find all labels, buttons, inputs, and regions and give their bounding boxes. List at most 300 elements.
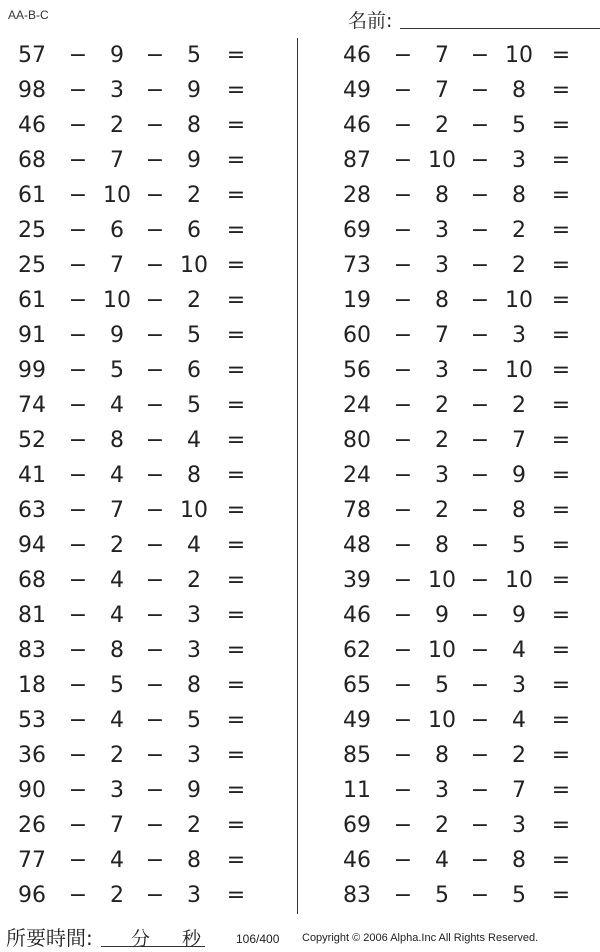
minuend: 48 bbox=[343, 533, 371, 558]
minuend: 49 bbox=[343, 78, 371, 103]
problem-row bbox=[343, 773, 600, 808]
problem-row bbox=[343, 703, 600, 738]
subtrahend-2: 9 bbox=[187, 778, 201, 803]
problem-row bbox=[18, 633, 278, 668]
seconds-label: 秒 bbox=[182, 928, 202, 950]
subtrahend-1: 2 bbox=[110, 883, 124, 908]
minus-sign: − bbox=[68, 533, 88, 558]
subtrahend-1: 2 bbox=[435, 428, 449, 453]
equals-sign: = bbox=[551, 148, 571, 173]
equals-sign: = bbox=[226, 253, 246, 278]
minuend: 61 bbox=[18, 183, 46, 208]
minus-sign: − bbox=[68, 218, 88, 243]
equals-sign: = bbox=[551, 358, 571, 383]
problem-row bbox=[18, 808, 278, 843]
problem-row bbox=[18, 73, 278, 108]
subtrahend-2: 8 bbox=[512, 183, 526, 208]
minus-sign: − bbox=[393, 358, 413, 383]
minus-sign: − bbox=[68, 498, 88, 523]
subtrahend-2: 2 bbox=[512, 218, 526, 243]
minus-sign: − bbox=[68, 323, 88, 348]
minus-sign: − bbox=[68, 883, 88, 908]
subtrahend-2: 5 bbox=[512, 113, 526, 138]
subtrahend-2: 10 bbox=[505, 288, 533, 313]
subtrahend-1: 4 bbox=[110, 393, 124, 418]
subtrahend-1: 8 bbox=[435, 183, 449, 208]
minus-sign: − bbox=[470, 358, 490, 383]
subtrahend-1: 2 bbox=[435, 498, 449, 523]
subtrahend-2: 5 bbox=[512, 533, 526, 558]
minus-sign: − bbox=[145, 673, 165, 698]
minus-sign: − bbox=[68, 743, 88, 768]
problem-row bbox=[18, 178, 278, 213]
subtrahend-1: 7 bbox=[110, 253, 124, 278]
minuend: 46 bbox=[343, 113, 371, 138]
minus-sign: − bbox=[68, 603, 88, 628]
subtrahend-2: 7 bbox=[512, 778, 526, 803]
minuend: 94 bbox=[18, 533, 46, 558]
minus-sign: − bbox=[470, 43, 490, 68]
minus-sign: − bbox=[470, 113, 490, 138]
minus-sign: − bbox=[393, 113, 413, 138]
minuend: 52 bbox=[18, 428, 46, 453]
minus-sign: − bbox=[68, 113, 88, 138]
minuend: 68 bbox=[18, 568, 46, 593]
minus-sign: − bbox=[470, 883, 490, 908]
problem-row bbox=[343, 108, 600, 143]
equals-sign: = bbox=[551, 708, 571, 733]
minuend: 24 bbox=[343, 463, 371, 488]
minus-sign: − bbox=[470, 638, 490, 663]
equals-sign: = bbox=[551, 218, 571, 243]
minuend: 41 bbox=[18, 463, 46, 488]
subtrahend-1: 10 bbox=[103, 288, 131, 313]
subtrahend-2: 2 bbox=[512, 253, 526, 278]
subtrahend-1: 8 bbox=[110, 638, 124, 663]
minus-sign: − bbox=[393, 603, 413, 628]
problem-row bbox=[18, 283, 278, 318]
problem-row bbox=[18, 843, 278, 878]
equals-sign: = bbox=[226, 848, 246, 873]
minuend: 63 bbox=[18, 498, 46, 523]
minuend: 90 bbox=[18, 778, 46, 803]
subtrahend-2: 5 bbox=[187, 708, 201, 733]
minus-sign: − bbox=[393, 428, 413, 453]
subtrahend-2: 9 bbox=[187, 78, 201, 103]
copyright: Copyright © 2006 Alpha.Inc All Rights Reserved. bbox=[302, 932, 539, 944]
subtrahend-1: 7 bbox=[435, 78, 449, 103]
subtrahend-2: 3 bbox=[512, 673, 526, 698]
subtrahend-2: 3 bbox=[187, 743, 201, 768]
subtrahend-2: 7 bbox=[512, 428, 526, 453]
equals-sign: = bbox=[551, 253, 571, 278]
minus-sign: − bbox=[393, 708, 413, 733]
equals-sign: = bbox=[226, 813, 246, 838]
problem-row bbox=[18, 563, 278, 598]
equals-sign: = bbox=[551, 323, 571, 348]
equals-sign: = bbox=[226, 883, 246, 908]
equals-sign: = bbox=[226, 638, 246, 663]
minus-sign: − bbox=[470, 393, 490, 418]
problem-row bbox=[343, 143, 600, 178]
minus-sign: − bbox=[145, 43, 165, 68]
equals-sign: = bbox=[551, 288, 571, 313]
subtrahend-2: 2 bbox=[512, 743, 526, 768]
problem-row bbox=[18, 738, 278, 773]
equals-sign: = bbox=[551, 428, 571, 453]
subtrahend-2: 2 bbox=[187, 568, 201, 593]
minuend: 68 bbox=[18, 148, 46, 173]
subtrahend-1: 2 bbox=[110, 113, 124, 138]
minus-sign: − bbox=[393, 43, 413, 68]
worksheet-code: AA-B-C bbox=[8, 8, 49, 22]
equals-sign: = bbox=[551, 603, 571, 628]
time-required-label: 所要時間: bbox=[6, 926, 93, 950]
equals-sign: = bbox=[226, 533, 246, 558]
subtrahend-2: 8 bbox=[512, 848, 526, 873]
minus-sign: − bbox=[145, 78, 165, 103]
subtrahend-1: 7 bbox=[110, 498, 124, 523]
equals-sign: = bbox=[226, 673, 246, 698]
minus-sign: − bbox=[393, 498, 413, 523]
subtrahend-1: 8 bbox=[435, 288, 449, 313]
subtrahend-1: 2 bbox=[110, 743, 124, 768]
problem-row bbox=[18, 493, 278, 528]
minuend: 78 bbox=[343, 498, 371, 523]
subtrahend-1: 3 bbox=[435, 218, 449, 243]
minuend: 69 bbox=[343, 218, 371, 243]
subtrahend-1: 7 bbox=[110, 813, 124, 838]
minus-sign: − bbox=[470, 813, 490, 838]
subtrahend-2: 4 bbox=[187, 533, 201, 558]
minus-sign: − bbox=[393, 813, 413, 838]
equals-sign: = bbox=[551, 78, 571, 103]
subtrahend-2: 5 bbox=[187, 43, 201, 68]
minuend: 65 bbox=[343, 673, 371, 698]
minuend: 83 bbox=[343, 883, 371, 908]
minus-sign: − bbox=[145, 253, 165, 278]
subtrahend-1: 5 bbox=[435, 673, 449, 698]
subtrahend-2: 5 bbox=[187, 393, 201, 418]
minuend: 36 bbox=[18, 743, 46, 768]
problem-row bbox=[18, 773, 278, 808]
minus-sign: − bbox=[393, 323, 413, 348]
subtrahend-1: 3 bbox=[435, 778, 449, 803]
equals-sign: = bbox=[551, 568, 571, 593]
minuend: 28 bbox=[343, 183, 371, 208]
column-divider bbox=[297, 38, 298, 914]
subtrahend-1: 4 bbox=[110, 848, 124, 873]
minuend: 69 bbox=[343, 813, 371, 838]
equals-sign: = bbox=[551, 533, 571, 558]
equals-sign: = bbox=[551, 113, 571, 138]
minus-sign: − bbox=[145, 393, 165, 418]
minus-sign: − bbox=[68, 708, 88, 733]
subtrahend-1: 10 bbox=[428, 148, 456, 173]
problem-row bbox=[18, 528, 278, 563]
minuend: 74 bbox=[18, 393, 46, 418]
subtrahend-2: 2 bbox=[187, 288, 201, 313]
subtrahend-2: 3 bbox=[512, 813, 526, 838]
subtrahend-1: 4 bbox=[110, 603, 124, 628]
minuend: 83 bbox=[18, 638, 46, 663]
minus-sign: − bbox=[145, 358, 165, 383]
minus-sign: − bbox=[145, 463, 165, 488]
equals-sign: = bbox=[551, 463, 571, 488]
minuend: 62 bbox=[343, 638, 371, 663]
minus-sign: − bbox=[68, 638, 88, 663]
name-label: 名前: bbox=[348, 10, 393, 32]
minus-sign: − bbox=[68, 288, 88, 313]
minuend: 80 bbox=[343, 428, 371, 453]
subtrahend-2: 3 bbox=[187, 883, 201, 908]
minus-sign: − bbox=[68, 813, 88, 838]
subtrahend-1: 5 bbox=[110, 358, 124, 383]
minuend: 60 bbox=[343, 323, 371, 348]
minus-sign: − bbox=[68, 148, 88, 173]
equals-sign: = bbox=[226, 218, 246, 243]
equals-sign: = bbox=[226, 463, 246, 488]
equals-sign: = bbox=[226, 428, 246, 453]
minus-sign: − bbox=[145, 778, 165, 803]
minus-sign: − bbox=[145, 708, 165, 733]
subtrahend-1: 8 bbox=[435, 533, 449, 558]
problem-row bbox=[343, 213, 600, 248]
minus-sign: − bbox=[68, 43, 88, 68]
equals-sign: = bbox=[226, 148, 246, 173]
page-number: 106/400 bbox=[236, 932, 280, 946]
problem-row bbox=[343, 388, 600, 423]
equals-sign: = bbox=[551, 883, 571, 908]
subtrahend-2: 9 bbox=[512, 463, 526, 488]
subtrahend-2: 10 bbox=[505, 568, 533, 593]
minus-sign: − bbox=[470, 778, 490, 803]
minuend: 81 bbox=[18, 603, 46, 628]
subtrahend-1: 5 bbox=[435, 883, 449, 908]
minus-sign: − bbox=[145, 568, 165, 593]
problem-row bbox=[343, 493, 600, 528]
problem-row bbox=[343, 808, 600, 843]
problem-row bbox=[18, 703, 278, 738]
problem-row bbox=[18, 458, 278, 493]
problem-row bbox=[18, 353, 278, 388]
subtrahend-1: 9 bbox=[435, 603, 449, 628]
minus-sign: − bbox=[68, 568, 88, 593]
minus-sign: − bbox=[145, 498, 165, 523]
subtrahend-1: 2 bbox=[110, 533, 124, 558]
minus-sign: − bbox=[393, 638, 413, 663]
problem-row bbox=[18, 668, 278, 703]
minuend: 19 bbox=[343, 288, 371, 313]
subtrahend-2: 8 bbox=[187, 673, 201, 698]
minus-sign: − bbox=[470, 463, 490, 488]
minus-sign: − bbox=[145, 533, 165, 558]
subtrahend-1: 10 bbox=[428, 568, 456, 593]
minus-sign: − bbox=[68, 463, 88, 488]
equals-sign: = bbox=[226, 358, 246, 383]
minus-sign: − bbox=[393, 218, 413, 243]
problem-row bbox=[343, 73, 600, 108]
subtrahend-1: 2 bbox=[435, 393, 449, 418]
minus-sign: − bbox=[393, 183, 413, 208]
equals-sign: = bbox=[551, 743, 571, 768]
problem-row bbox=[18, 318, 278, 353]
subtrahend-1: 4 bbox=[110, 568, 124, 593]
subtrahend-1: 7 bbox=[435, 323, 449, 348]
problem-row bbox=[18, 213, 278, 248]
minus-sign: − bbox=[393, 78, 413, 103]
minus-sign: − bbox=[470, 253, 490, 278]
problem-row bbox=[343, 423, 600, 458]
equals-sign: = bbox=[551, 848, 571, 873]
minus-sign: − bbox=[470, 323, 490, 348]
minuend: 18 bbox=[18, 673, 46, 698]
minus-sign: − bbox=[470, 148, 490, 173]
subtrahend-1: 7 bbox=[435, 43, 449, 68]
equals-sign: = bbox=[226, 743, 246, 768]
equals-sign: = bbox=[226, 498, 246, 523]
subtrahend-2: 4 bbox=[512, 638, 526, 663]
minus-sign: − bbox=[68, 78, 88, 103]
minus-sign: − bbox=[470, 78, 490, 103]
minus-sign: − bbox=[393, 533, 413, 558]
equals-sign: = bbox=[551, 498, 571, 523]
minuend: 85 bbox=[343, 743, 371, 768]
equals-sign: = bbox=[226, 393, 246, 418]
minus-sign: − bbox=[145, 883, 165, 908]
problem-row bbox=[343, 178, 600, 213]
minuend: 56 bbox=[343, 358, 371, 383]
subtrahend-1: 4 bbox=[110, 708, 124, 733]
minus-sign: − bbox=[145, 288, 165, 313]
name-underline bbox=[400, 28, 600, 29]
minus-sign: − bbox=[68, 253, 88, 278]
subtrahend-1: 10 bbox=[103, 183, 131, 208]
problem-row bbox=[18, 108, 278, 143]
minuend: 46 bbox=[18, 113, 46, 138]
equals-sign: = bbox=[551, 673, 571, 698]
subtrahend-2: 8 bbox=[187, 463, 201, 488]
minus-sign: − bbox=[393, 148, 413, 173]
minus-sign: − bbox=[470, 568, 490, 593]
minus-sign: − bbox=[145, 813, 165, 838]
subtrahend-1: 3 bbox=[435, 463, 449, 488]
minuend: 39 bbox=[343, 568, 371, 593]
subtrahend-1: 4 bbox=[110, 463, 124, 488]
problem-row bbox=[343, 598, 600, 633]
subtrahend-1: 8 bbox=[110, 428, 124, 453]
problem-row bbox=[18, 878, 278, 913]
minuend: 73 bbox=[343, 253, 371, 278]
problem-row bbox=[343, 248, 600, 283]
minuend: 25 bbox=[18, 253, 46, 278]
minuend: 46 bbox=[343, 848, 371, 873]
minus-sign: − bbox=[470, 603, 490, 628]
minus-sign: − bbox=[68, 848, 88, 873]
minuend: 26 bbox=[18, 813, 46, 838]
problem-row bbox=[18, 248, 278, 283]
minuend: 53 bbox=[18, 708, 46, 733]
equals-sign: = bbox=[551, 183, 571, 208]
equals-sign: = bbox=[551, 43, 571, 68]
minuend: 25 bbox=[18, 218, 46, 243]
minus-sign: − bbox=[470, 533, 490, 558]
minus-sign: − bbox=[145, 743, 165, 768]
subtrahend-1: 9 bbox=[110, 43, 124, 68]
equals-sign: = bbox=[226, 183, 246, 208]
minus-sign: − bbox=[393, 743, 413, 768]
subtrahend-2: 4 bbox=[512, 708, 526, 733]
problem-row bbox=[343, 633, 600, 668]
problem-row bbox=[343, 738, 600, 773]
minus-sign: − bbox=[393, 568, 413, 593]
subtrahend-2: 8 bbox=[512, 498, 526, 523]
equals-sign: = bbox=[226, 78, 246, 103]
problem-row bbox=[343, 283, 600, 318]
problem-row bbox=[18, 598, 278, 633]
equals-sign: = bbox=[226, 603, 246, 628]
equals-sign: = bbox=[226, 323, 246, 348]
problem-column-right bbox=[343, 38, 600, 913]
subtrahend-1: 8 bbox=[435, 743, 449, 768]
minus-sign: − bbox=[68, 778, 88, 803]
minuend: 11 bbox=[343, 778, 371, 803]
problem-row bbox=[18, 143, 278, 178]
equals-sign: = bbox=[551, 778, 571, 803]
minuend: 46 bbox=[343, 603, 371, 628]
minus-sign: − bbox=[145, 323, 165, 348]
minus-sign: − bbox=[470, 498, 490, 523]
equals-sign: = bbox=[551, 638, 571, 663]
minuend: 57 bbox=[18, 43, 46, 68]
problem-row bbox=[18, 423, 278, 458]
minus-sign: − bbox=[393, 883, 413, 908]
subtrahend-2: 3 bbox=[512, 323, 526, 348]
subtrahend-1: 3 bbox=[435, 358, 449, 383]
equals-sign: = bbox=[551, 393, 571, 418]
subtrahend-2: 8 bbox=[187, 848, 201, 873]
equals-sign: = bbox=[551, 813, 571, 838]
minus-sign: − bbox=[470, 288, 490, 313]
minus-sign: − bbox=[393, 253, 413, 278]
subtrahend-2: 5 bbox=[512, 883, 526, 908]
minus-sign: − bbox=[145, 183, 165, 208]
minus-sign: − bbox=[145, 638, 165, 663]
subtrahend-1: 10 bbox=[428, 708, 456, 733]
minus-sign: − bbox=[145, 148, 165, 173]
problem-row bbox=[343, 668, 600, 703]
minus-sign: − bbox=[393, 778, 413, 803]
minuend: 24 bbox=[343, 393, 371, 418]
subtrahend-2: 6 bbox=[187, 358, 201, 383]
subtrahend-2: 9 bbox=[187, 148, 201, 173]
minus-sign: − bbox=[68, 183, 88, 208]
subtrahend-1: 7 bbox=[110, 148, 124, 173]
minus-sign: − bbox=[68, 673, 88, 698]
problem-row bbox=[343, 563, 600, 598]
subtrahend-1: 3 bbox=[110, 78, 124, 103]
subtrahend-2: 10 bbox=[505, 43, 533, 68]
subtrahend-1: 3 bbox=[435, 253, 449, 278]
problem-column-left bbox=[18, 38, 278, 913]
minuend: 99 bbox=[18, 358, 46, 383]
subtrahend-2: 8 bbox=[512, 78, 526, 103]
subtrahend-1: 3 bbox=[110, 778, 124, 803]
minus-sign: − bbox=[393, 288, 413, 313]
minus-sign: − bbox=[393, 463, 413, 488]
subtrahend-2: 2 bbox=[512, 393, 526, 418]
subtrahend-1: 6 bbox=[110, 218, 124, 243]
